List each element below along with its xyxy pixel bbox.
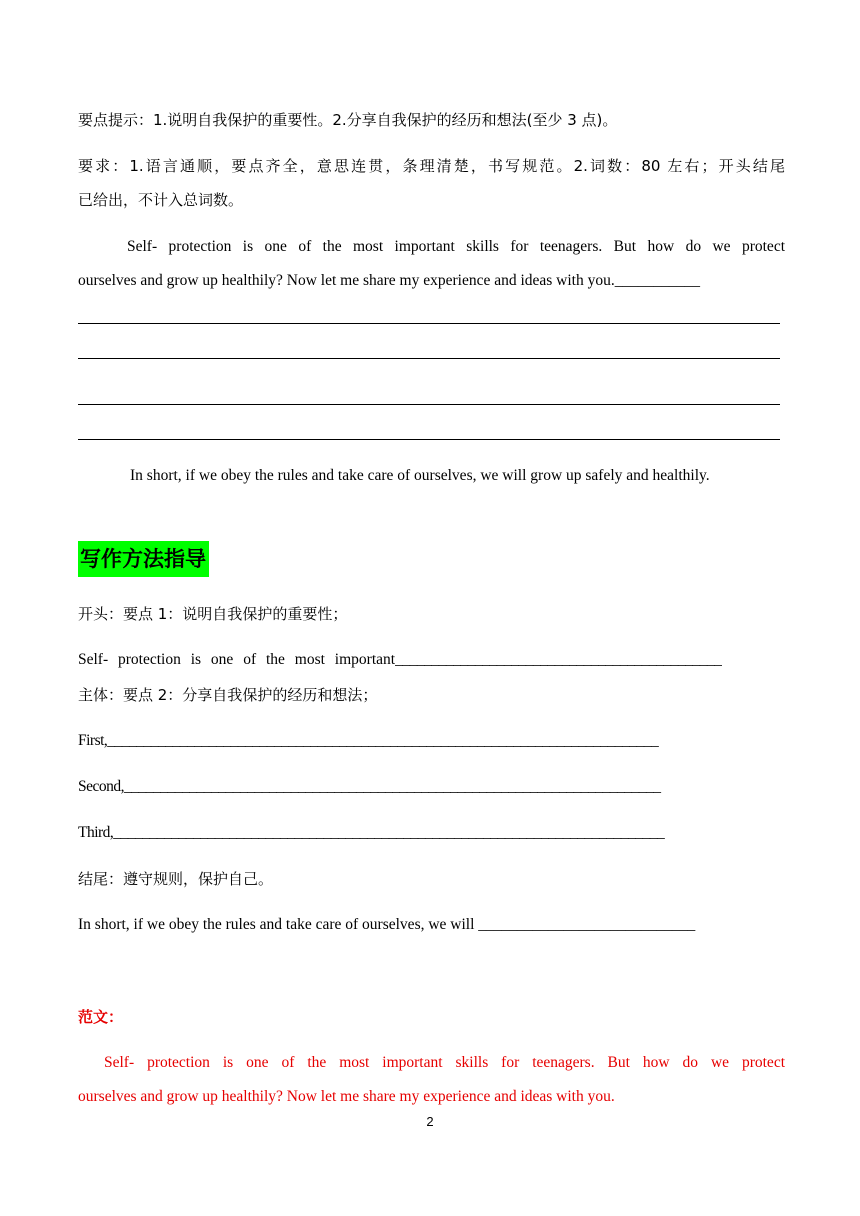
opening-guide-label: 开头：要点 1：说明自我保护的重要性；: [78, 605, 348, 623]
second-point-line[interactable]: Second,__________________________________________________________________________: [78, 778, 661, 795]
body-guide-label: 主体：要点 2：分享自我保护的经历和想法；: [78, 686, 378, 704]
closing-paragraph: In short, if we obey the rules and take care of ourselves, we will grow up safely and healthily.: [130, 467, 710, 484]
writing-guide-heading: 写作方法指导: [78, 541, 209, 577]
opening-prompt-text: Self- protection is one of the most important: [78, 651, 396, 668]
opening-prompt-blank[interactable]: _____________________________________________: [395, 651, 722, 668]
requirements-line-1: 要求：1.语言通顺，要点齐全，意思连贯，条理清楚，书写规范。2.词数：80 左右；开头结尾: [78, 157, 785, 175]
opening-paragraph-line-2: ourselves and grow up healthily? Now let me share my experience and ideas with you.___________: [78, 272, 700, 289]
sample-essay-line-2: ourselves and grow up healthily? Now let me share my experience and ideas with you.: [78, 1088, 615, 1105]
sample-essay-label: 范文：: [78, 1008, 124, 1026]
answer-line-1[interactable]: [78, 323, 780, 324]
opening-paragraph-line-1: Self- protection is one of the most important skills for teenagers. But how do we protect: [127, 238, 785, 255]
opening-guide-prompt: [78, 650, 721, 670]
answer-line-3[interactable]: [78, 404, 780, 405]
answer-line-4[interactable]: [78, 439, 780, 440]
page-number: 2: [426, 1114, 434, 1129]
ending-guide-label: 结尾：遵守规则，保护自己。: [78, 870, 274, 888]
ending-guide-prompt[interactable]: In short, if we obey the rules and take care of ourselves, we will ____________________________: [78, 916, 696, 933]
requirements-line-2: 已给出，不计入总词数。: [78, 191, 244, 209]
writing-points: 要点提示：1.说明自我保护的重要性。2.分享自我保护的经历和想法(至少 3 点)。: [78, 111, 618, 129]
answer-line-2[interactable]: [78, 358, 780, 359]
first-point-line[interactable]: First,____________________________________________________________________________: [78, 732, 659, 749]
third-point-line[interactable]: Third,____________________________________________________________________________: [78, 824, 665, 841]
sample-essay-line-1: Self- protection is one of the most important skills for teenagers. But how do we protect: [104, 1054, 785, 1071]
